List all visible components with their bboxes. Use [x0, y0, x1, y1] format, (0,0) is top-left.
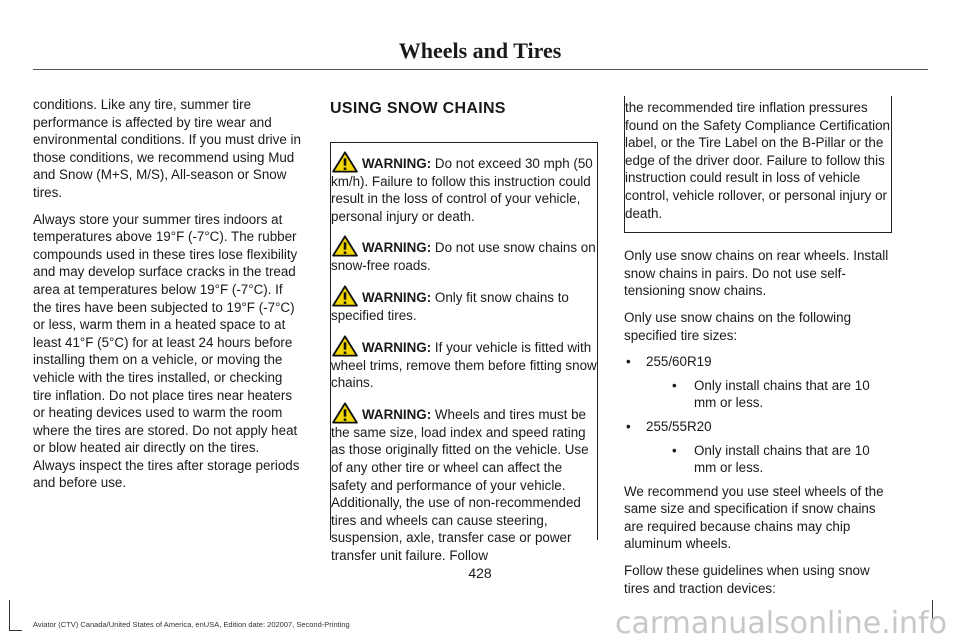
tire-size: 255/60R19 [646, 354, 712, 370]
warning-box [330, 142, 598, 563]
warning-label: WARNING: [362, 240, 432, 256]
section-heading: USING SNOW CHAINS [330, 100, 506, 117]
paragraph: Always store your summer tires indoors at temperatures above 19°F (-7°C). The rubber compounds used in these tires lose flexibility and may develop surface cracks in the tread area at temperatures below 19°F (-7°C). If the tires have been subjected to 19°F (-7°C) or less, warm them in a heated space to at least 41°F (5°C) for at least 24 hours before installing them on a vehicle, or moving the vehicle with the tires installed, or checking tire inflation. Do not place tires near heaters or heating devices used to warm the room where the tires are stored. Do not apply heat or blow heated air directly on the tires. Always inspect the tires after storage periods and before use. [33, 211, 300, 491]
warning-text: the recommended tire inflation pressures found on the Safety Compliance Certification label, or the Tire Label on the B-Pillar or the edge of the driver door. Failure to follow this instruction could result in loss of vehicle control, vehicle rollover, or personal injury or death. [625, 100, 890, 221]
column-left [33, 96, 301, 501]
warning-triangle-icon [331, 235, 359, 257]
warning-item [331, 285, 597, 325]
list-item [624, 418, 892, 477]
warning-text: Only fit snow chains to specified tires. [331, 289, 569, 323]
warning-box-continuation [624, 96, 892, 233]
warning-label: WARNING: [362, 339, 432, 355]
warning-text: Wheels and tires must be the same size, load index and speed rating as those originally fitted on the vehicle. Use of any other tire or wheel can affect the safety and performance of your vehicle. Additionally, the use of non-recommended tires and wheels can cause steering, suspension, axle, transfer case or power transfer unit failure. Follow [331, 406, 589, 563]
warning-text: If your vehicle is fitted with wheel trims, remove them before fitting snow chains. [331, 339, 597, 391]
warning-triangle-icon [331, 285, 359, 307]
edition-footer: Aviator (CTV) Canada/United States of America, enUSA, Edition date: 202007, Second-Printing [33, 620, 350, 629]
tire-size: 255/55R20 [646, 418, 712, 434]
paragraph: Only use snow chains on the following specified tire sizes: [624, 309, 852, 343]
warning-text: Do not use snow chains on snow-free roads. [331, 240, 596, 274]
warning-label: WARNING: [362, 155, 432, 171]
paragraph: Follow these guidelines when using snow tires and traction devices: [624, 563, 870, 596]
list-item [624, 353, 892, 412]
warning-item [331, 402, 597, 565]
warning-item [331, 235, 597, 275]
warning-triangle-icon [331, 335, 359, 357]
watermark: carmanualsonline.info [615, 606, 947, 641]
warning-text: Do not exceed 30 mph (50 km/h). Failure to follow this instruction could result in the loss of control of your vehicle, personal injury or death. [331, 155, 593, 224]
warning-triangle-icon [331, 402, 359, 424]
crop-mark-left [9, 600, 22, 631]
paragraph: conditions. Like any tire, summer tire performance is affected by tire wear and environmental conditions. If you must drive in those conditions, we recommend using Mud and Snow (M+S, M/S), All-season or Snow tires. [33, 97, 301, 200]
column-right [624, 96, 892, 606]
warning-item [331, 151, 597, 226]
sub-list [646, 377, 892, 412]
paragraph: Only use snow chains on rear wheels. Install snow chains in pairs. Do not use self-tensioning snow chains. [624, 248, 889, 299]
column-middle [330, 96, 598, 563]
paragraph: We recommend you use steel wheels of the same size and specification if snow chains are required because chains may chip aluminum wheels. [624, 483, 884, 552]
header-divider [33, 69, 928, 70]
warning-label: WARNING: [362, 406, 432, 422]
page-number: 428 [468, 565, 492, 581]
list-item: • Only install chains that are 10 mm or less. [646, 377, 892, 412]
sub-list [646, 442, 892, 477]
page-title: Wheels and Tires [398, 38, 562, 63]
warning-item [331, 335, 597, 392]
warning-triangle-icon [331, 151, 359, 173]
tire-size-list [624, 353, 892, 477]
warning-label: WARNING: [362, 289, 432, 305]
list-item: • Only install chains that are 10 mm or less. [646, 442, 892, 477]
